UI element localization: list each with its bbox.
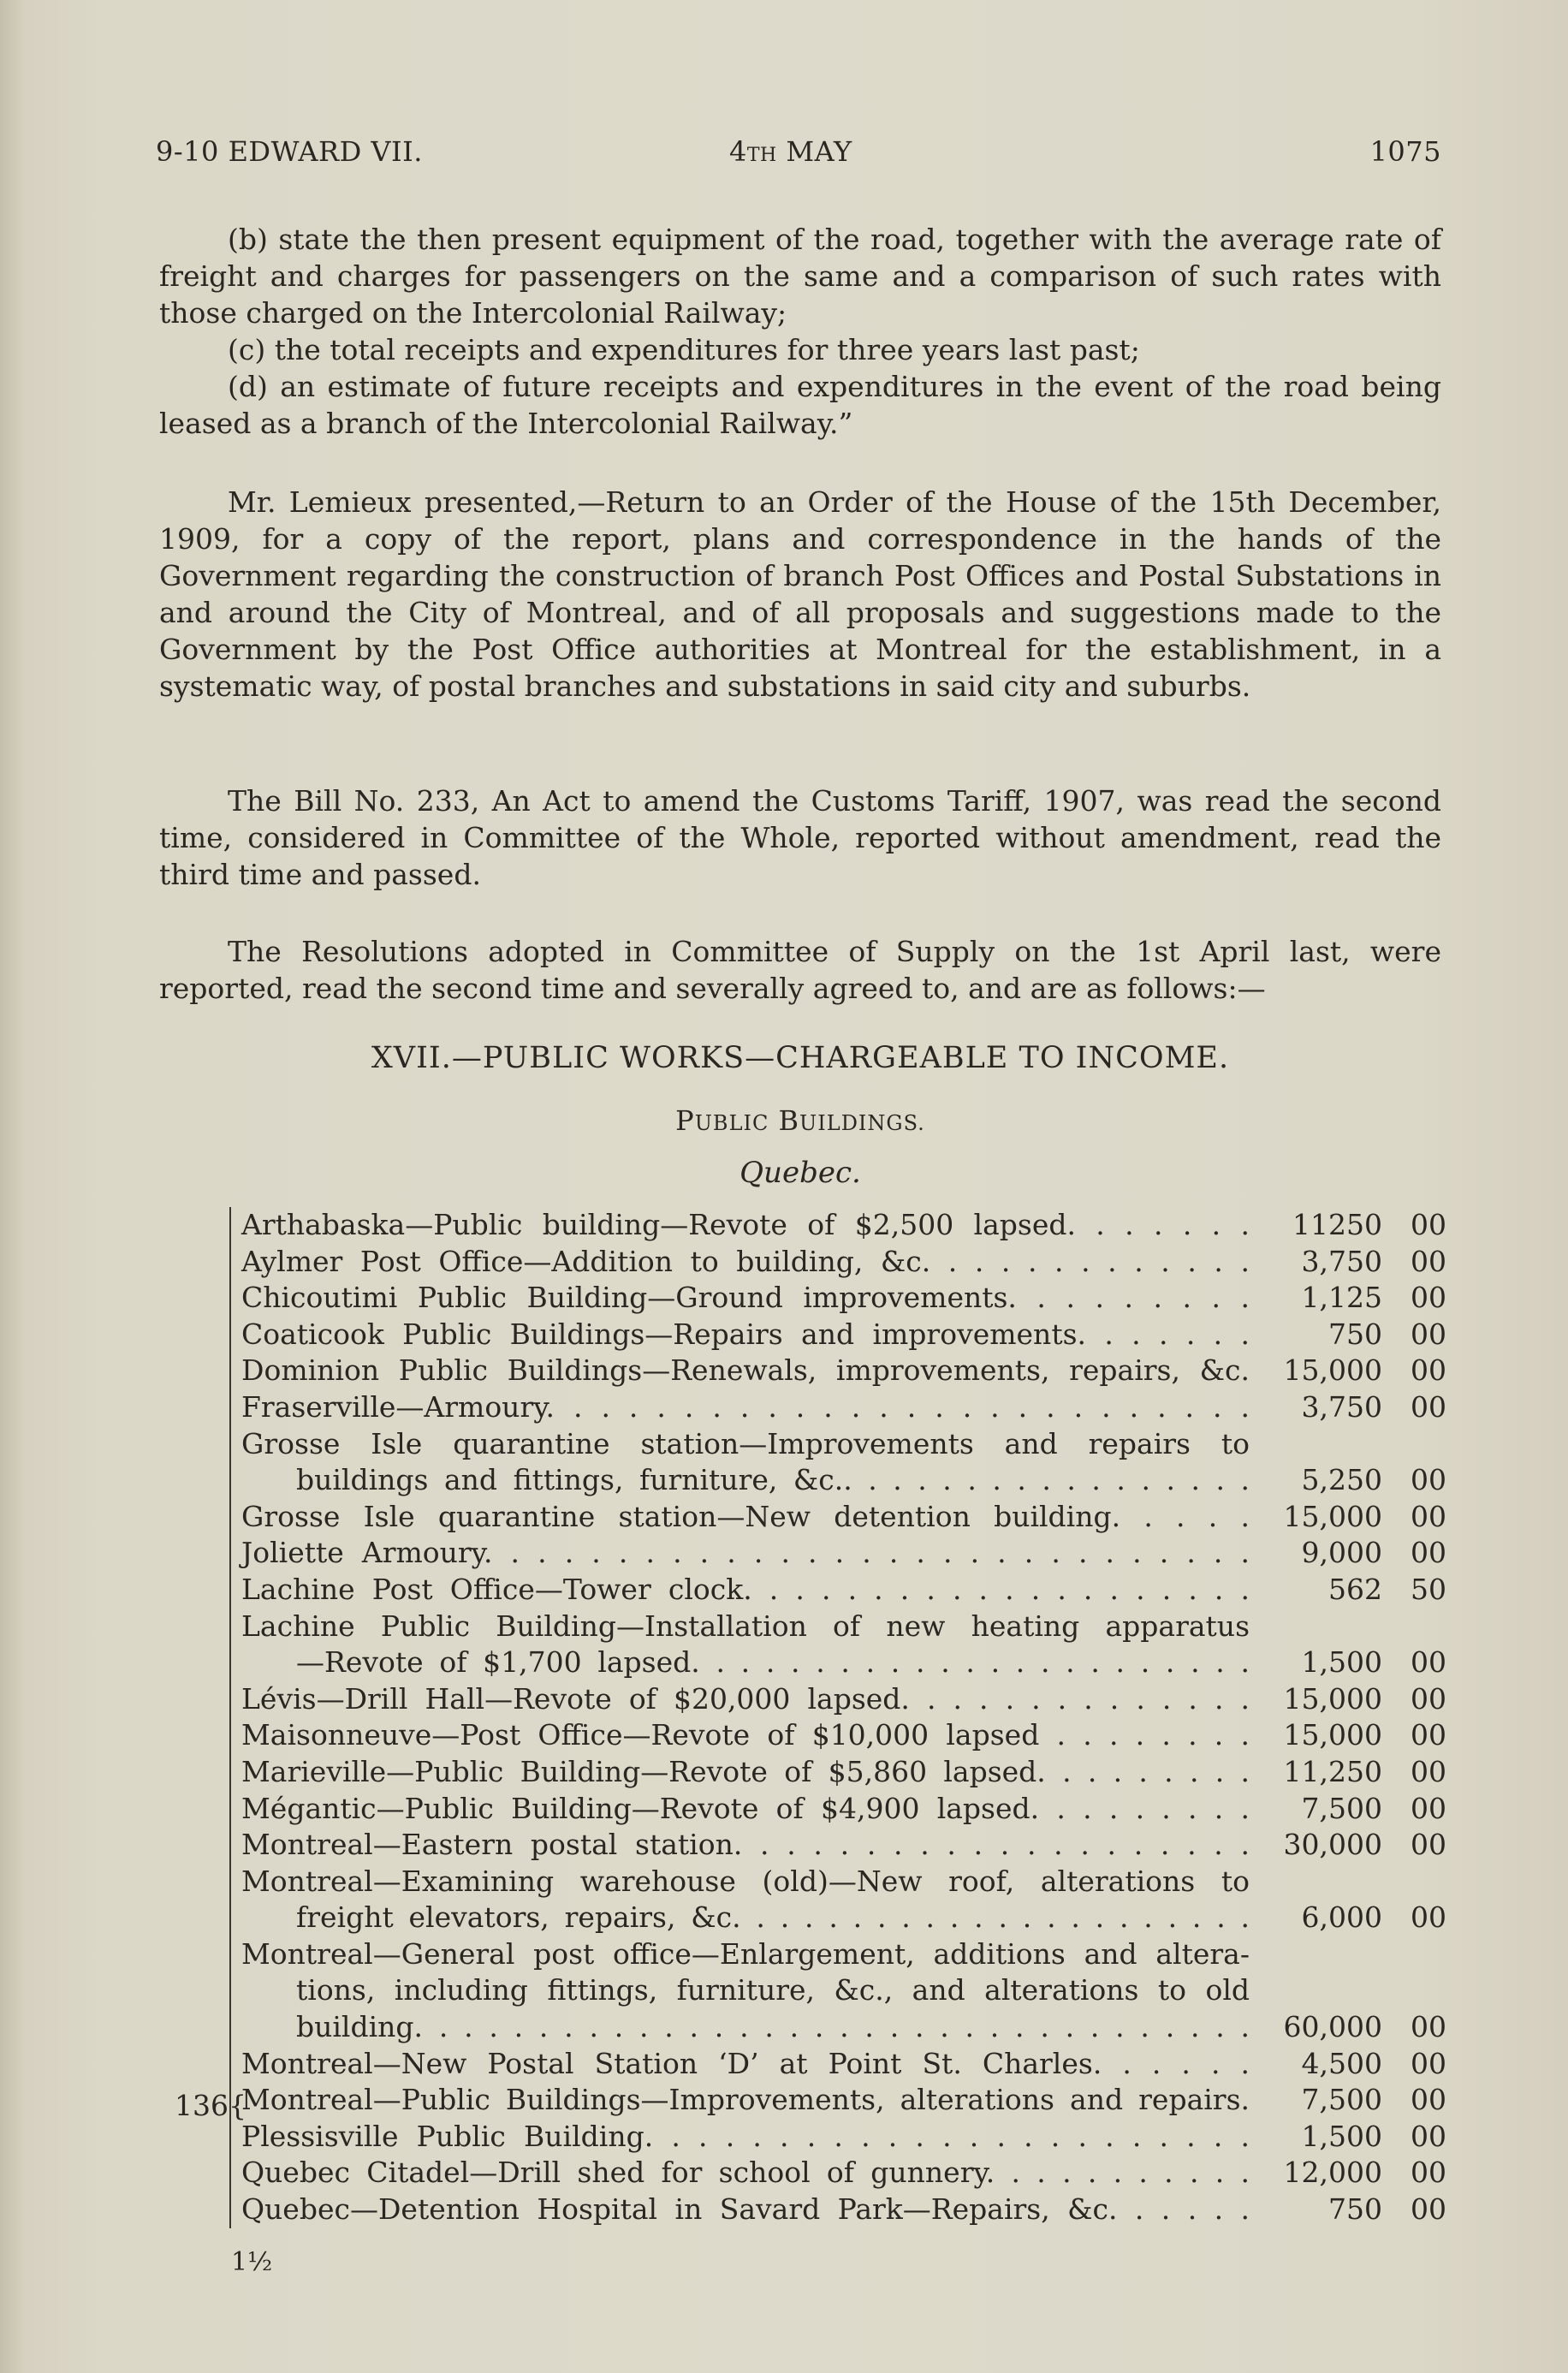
list-item: Marieville—Public Building—Revote of $5,860 lapsed. . . . . . . . . 11,250 00 bbox=[241, 1754, 1446, 1788]
clause-d: (d) an estimate of future receipts and expenditures in the event of the road being leased as a branch of the Intercolonial Railway.” bbox=[159, 370, 1441, 440]
header-date: 4TH MAY bbox=[729, 135, 852, 168]
bill-paragraph: The Bill No. 233, An Act to amend the Customs Tariff, 1907, was read the second time, considered in Committee of the Whole, reported without amendment, read the third time and passed. bbox=[159, 784, 1441, 891]
list-item: Lachine Public Building—Installation of new heating apparatus —Revote of $1,700 lapsed. . . . . . . . . . . . . . . . . . . . . . . 1,500 00 bbox=[241, 1609, 1446, 1680]
list-item: Montreal—Examining warehouse (old)—New roof, alterations to freight elevators, repairs, &c. . . . . . . . . . . . . . . . . . . . . . 6,000 00 bbox=[241, 1864, 1446, 1935]
header-reign: 9-10 EDWARD VII. bbox=[156, 135, 423, 168]
list-item: Montreal—Eastern postal station. . . . . . . . . . . . . . . . . . . . 30,000 00 bbox=[241, 1828, 1446, 1862]
list-item: Arthabaska—Public building—Revote of $2,500 lapsed. . . . . . . 11250 00 bbox=[241, 1208, 1446, 1241]
list-item: Coaticook Public Buildings—Repairs and improvements. . . . . . . 750 00 bbox=[241, 1317, 1446, 1351]
resolutions-paragraph: The Resolutions adopted in Committee of Supply on the 1st April last, were reported, read the second time and severally agreed to, and are as follows:— bbox=[159, 935, 1441, 1005]
list-item: Joliette Armoury. . . . . . . . . . . . . . . . . . . . . . . . . . . . . 9,000 00 bbox=[241, 1536, 1446, 1570]
signature-mark: 1½ bbox=[231, 2247, 273, 2277]
subsection-heading: PUBLIC BUILDINGS. bbox=[675, 1104, 925, 1137]
list-item: Mégantic—Public Building—Revote of $4,900 lapsed. . . . . . . . . 7,500 00 bbox=[241, 1791, 1446, 1825]
list-item: Montreal—New Postal Station ‘D’ at Point St. Charles. . . . . . 4,500 00 bbox=[241, 2046, 1446, 2080]
list-item: Lachine Post Office—Tower clock. . . . . . . . . . . . . . . . . . . . 562 50 bbox=[241, 1572, 1446, 1606]
list-item: Quebec—Detention Hospital in Savard Park—Repairs, &c. . . . . . 750 00 bbox=[241, 2192, 1446, 2227]
page-number: 1075 bbox=[1369, 135, 1441, 168]
list-item: Dominion Public Buildings—Renewals, improvements, repairs, &c. 15,000 00 bbox=[241, 1353, 1446, 1388]
appropriations-list bbox=[229, 1207, 1446, 2228]
list-item: Montreal—Public Buildings—Improvements, alterations and repairs. 7,500 00 bbox=[241, 2083, 1446, 2117]
section-heading: XVII.—PUBLIC WORKS—CHARGEABLE TO INCOME. bbox=[371, 1041, 1230, 1075]
list-item: Quebec Citadel—Drill shed for school of gunnery. . . . . . . . . . . 12,000 00 bbox=[241, 2156, 1446, 2190]
list-item: Chicoutimi Public Building—Ground improvements. . . . . . . . . 1,125 00 bbox=[241, 1281, 1446, 1315]
list-item: Plessisville Public Building. . . . . . . . . . . . . . . . . . . . . . . 1,500 00 bbox=[241, 2119, 1446, 2153]
list-item: Grosse Isle quarantine station—Improvements and repairs to buildings and fittings, furniture, &c.. . . . . . . . . . . . . . . . . 5,250 00 bbox=[241, 1426, 1446, 1497]
list-item: Lévis—Drill Hall—Revote of $20,000 lapsed. . . . . . . . . . . . . . 15,000 00 bbox=[241, 1681, 1446, 1716]
list-item: Montreal—General post office—Enlargement, additions and altera- tions, including fittings, furniture, &c., and alterations to old building. . . . . . . . . . . . . . . . . . . . . . . . . . . . . . . . . . 60,000 00 bbox=[241, 1936, 1446, 2044]
brace-icon: { bbox=[229, 2089, 246, 2122]
running-header bbox=[156, 135, 1441, 170]
lemieux-paragraph: Mr. Lemieux presented,—Return to an Order of the House of the 15th December, 1909, for a copy of the report, plans and correspondence in the hands of the Government regarding the construction of branch Post Offices and Postal Substations in and around the City of Montreal, and of all proposals and suggestions made to the Government by the Post Office authorities at Montreal for the establishment, in a systematic way, of postal branches and substations in said city and suburbs. bbox=[159, 485, 1441, 703]
list-item: Aylmer Post Office—Addition to building, &c. . . . . . . . . . . . . 3,750 00 bbox=[241, 1244, 1446, 1278]
clause-c: (c) the total receipts and expenditures for three years last past; bbox=[228, 333, 1140, 366]
province-heading: Quebec. bbox=[739, 1156, 861, 1190]
list-item: Maisonneuve—Post Office—Revote of $10,000 lapsed . . . . . . . . 15,000 00 bbox=[241, 1718, 1446, 1752]
list-item: Grosse Isle quarantine station—New detention building. . . . . 15,000 00 bbox=[241, 1499, 1446, 1533]
margin-note: 136{ bbox=[175, 2089, 246, 2122]
clause-b: (b) state the then present equipment of the road, together with the average rate of freight and charges for passengers on the same and a comparison of such rates with those charged on the Intercolonial Railway; bbox=[159, 223, 1441, 330]
order-clauses bbox=[159, 221, 1441, 442]
list-item: Fraserville—Armoury. . . . . . . . . . . . . . . . . . . . . . . . . . 3,750 00 bbox=[241, 1389, 1446, 1424]
